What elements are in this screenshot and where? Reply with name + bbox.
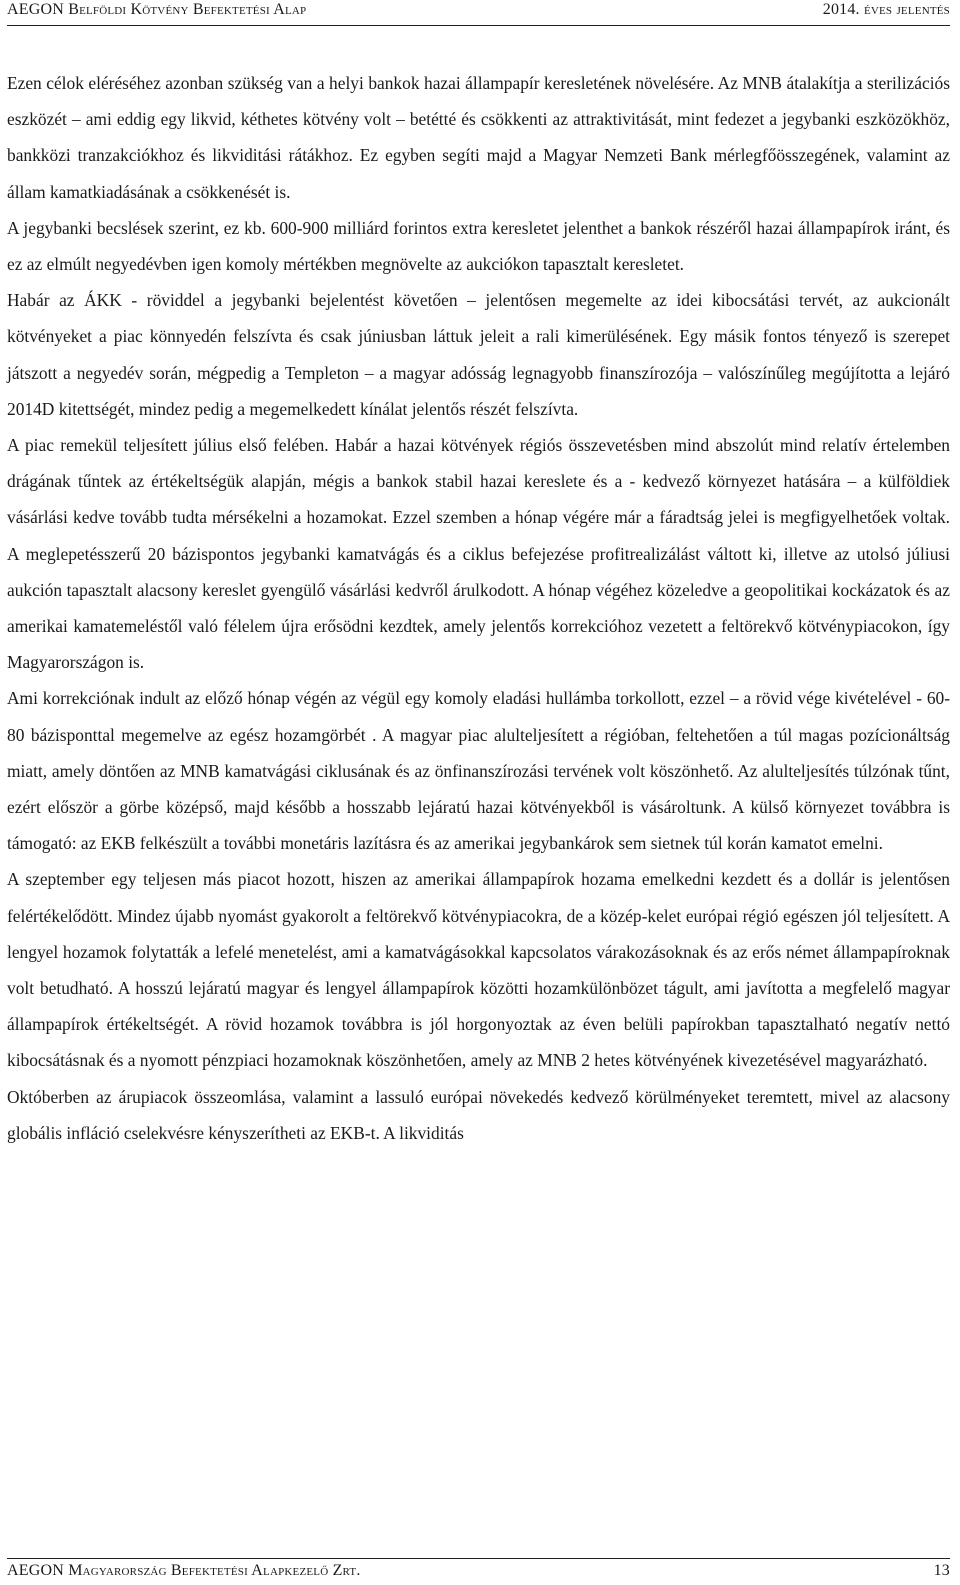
company-name: AEGON Magyarország Befektetési Alapkezelő Zrt. bbox=[7, 1562, 361, 1579]
paragraph: Ami korrekciónak indult az előző hónap végén az végül egy komoly eladási hullámba torkollott, ezzel – a rövid vége kivételével - 60-80 bázisponttal megemelve az egész hozamgörbét . A magyar piac alulteljesített a régióban, feltehetően a túl magas pozícionáltság miatt, amely döntően az MNB kamatvágási ciklusának és az önfinanszírozási tervének volt köszönhető. Az alulteljesítés túlzónak tűnt, ezért először a görbe középső, majd később a hosszabb lejáratú hazai kötvényekből is vásároltunk. A külső környezet továbbra is támogató: az EKB felkészült a további monetáris lazításra és az amerikai jegybankárok sem sietnek túl korán kamatot emelni. bbox=[7, 688, 950, 854]
paragraph: Októberben az árupiacok összeomlása, valamint a lassuló európai növekedés kedvező körülményeket teremtett, mivel az alacsony globális infláció cselekvésre kényszerítheti az EKB-t. A likviditás bbox=[7, 1086, 950, 1143]
body-text bbox=[7, 65, 950, 1151]
paragraph: Habár az ÁKK - röviddel a jegybanki bejelentést követően – jelentősen megemelte az idei kibocsátási tervét, az aukcionált kötvényeket a piac könnyedén felszívta és csak júniusban láttuk jeleit a rali kimerülésének. Egy másik fontos tényező is szerepet játszott a negyedév során, mégpedig a Templeton – a magyar adósság legnagyobb finanszírozója – valószínűleg megújította a lejáró 2014D kitettségét, mindez pedig a megemelkedett kínálat jelentős részét felszívta. bbox=[7, 290, 950, 419]
paragraph: Ezen célok eléréséhez azonban szükség van a helyi bankok hazai állampapír keresletének növelésére. Az MNB átalakítja a sterilizációs eszközét – ami eddig egy likvid, kéthetes kötvény volt – betétté és csökkenti az attraktivitását, mint fedezet a jegybanki eszközökhöz, bankközi tranzakciókhoz és likviditási rátákhoz. Ez egyben segíti majd a Magyar Nemzeti Bank mérlegfőösszegének, valamint az állam kamatkiadásának a csökkenését is. bbox=[7, 73, 950, 202]
paragraph: A szeptember egy teljesen más piacot hozott, hiszen az amerikai állampapírok hozama emelkedni kezdett és a dollár is jelentősen felértékelődött. Mindez újabb nyomást gyakorolt a feltörekvő kötvénypiacokra, de a közép-kelet európai régió egészen jól teljesített. A lengyel hozamok folytatták a lefelé menetelést, ami a kamatvágásokkal kapcsolatos várakozásoknak és az erős német állampapíroknak volt betudható. A hosszú lejáratú magyar és lengyel állampapírok közötti hozamkülönbözet tágult, ami javította a megfelelő magyar állampapírok értékeltségét. A rövid hozamok továbbra is jól horgonyoztak az éven belüli papírokban tapasztalható negatív nettó kibocsátásnak és a nyomott pénzpiaci hozamoknak köszönhetően, amely az MNB 2 hetes kötvényének kivezetésével magyarázható. bbox=[7, 869, 950, 1071]
page-footer bbox=[7, 1558, 950, 1585]
page-number: 13 bbox=[933, 1562, 950, 1579]
page-header bbox=[7, 0, 950, 26]
paragraph: A piac remekül teljesített július első felében. Habár a hazai kötvények régiós összevetésben mind abszolút mind relatív értelemben drágának tűntek az értékeltségük alapján, mégis a bankok stabil hazai kereslete és a - kedvező környezet hatására – a külföldiek vásárlási kedve tovább tudta mérsékelni a hozamokat. Ezzel szemben a hónap végére már a fáradtság jelei is megfigyelhetőek voltak. A meglepetésszerű 20 bázispontos jegybanki kamatvágás és a ciklus befejezése profitrealizálást váltott ki, illetve az utolsó júliusi aukción tapasztalt alacsony kereslet gyengülő vásárlási kedvről árulkodott. A hónap végéhez közeledve a geopolitikai kockázatok és az amerikai kamatemeléstől való félelem újra erősödni kezdtek, amely jelentős korrekcióhoz vezetett a feltörekvő kötvénypiacokon, így Magyarországon is. bbox=[7, 435, 950, 673]
paragraph: A jegybanki becslések szerint, ez kb. 600-900 milliárd forintos extra keresletet jelenthet a bankok részéről hazai állampapírok iránt, és ez az elmúlt negyedévben igen komoly mértékben megnövelte az aukciókon tapasztalt keresletet. bbox=[7, 217, 950, 275]
report-title: 2014. éves jelentés bbox=[822, 1, 950, 18]
fund-name: AEGON Belföldi Kötvény Befektetési Alap bbox=[7, 1, 307, 18]
